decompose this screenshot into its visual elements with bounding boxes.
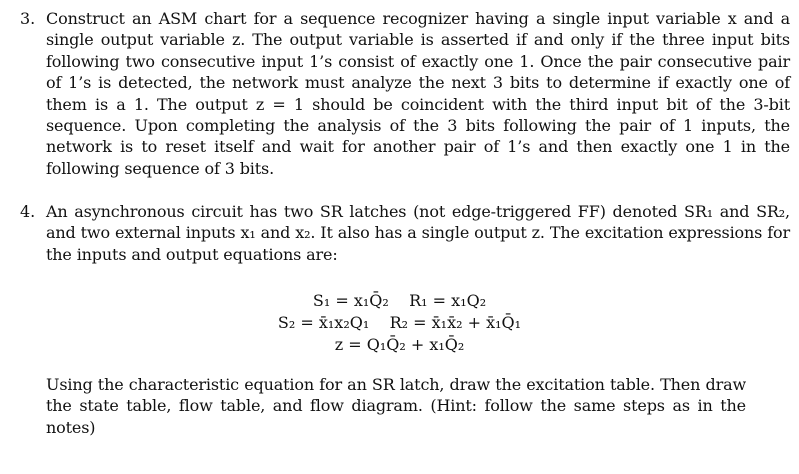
equation-row-2: S₂ = x̄₁x₂Q₁ R₂ = x̄₁x̄₂ + x̄₁Q̄₁	[277, 313, 522, 332]
problem-3	[20, 8, 790, 179]
problem-4-closing-text: Using the characteristic equation for an SR latch, draw the excitation table. Then draw the state table, flow table, and flow diagram. (Hint: follow the same steps as in the notes)	[46, 375, 746, 437]
problem-3-text: Construct an ASM chart for a sequence recognizer having a single input variable x and a single output variable z. The output variable is asserted if and only if the three input bits following two consecutive input 1’s consist of exactly one 1. Once the pair consecutive pair of 1’s is detected, the network must analyze the next 3 bits to determine if exactly one of them is a 1. The output z = 1 should be coincident with the third input bit of the 3-bit sequence. Upon completing the analysis of the 3 bits following the pair of 1 inputs, the network is to reset itself and wait for another pair of 1’s and then exactly one 1 in the following sequence of 3 bits.	[46, 9, 790, 178]
excitation-equations	[0, 290, 799, 356]
problem-3-number: 3.	[20, 9, 36, 28]
problem-4	[20, 201, 790, 265]
problem-4-number: 4.	[20, 202, 36, 221]
problem-4-text: An asynchronous circuit has two SR latches (not edge-triggered FF) denoted SR₁ and SR₂, and two external inputs x₁ and x₂. It also has a single output z. The excitation expressions for the inputs and output equations are:	[46, 202, 790, 264]
equation-row-3: z = Q₁Q̄₂ + x₁Q̄₂	[334, 335, 465, 354]
equation-row-1: S₁ = x₁Q̄₂ R₁ = x₁Q₂	[312, 291, 487, 310]
